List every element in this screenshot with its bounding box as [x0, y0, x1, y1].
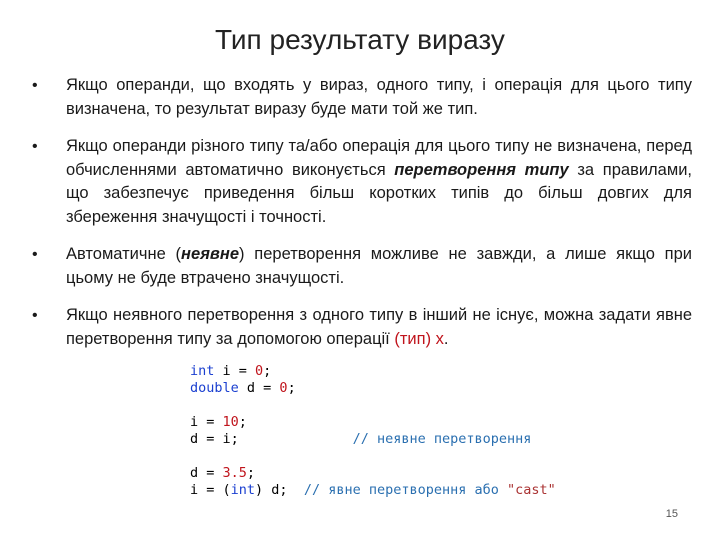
- code-text: ;: [246, 465, 256, 481]
- code-text: ) d;: [255, 482, 288, 498]
- code-keyword: double: [190, 380, 239, 396]
- code-keyword: int: [230, 482, 256, 498]
- bullet-list: [32, 74, 692, 365]
- bullet-emphasis: перетворення типу: [394, 160, 569, 179]
- bullet-item: [32, 74, 692, 121]
- code-text: ;: [263, 363, 272, 379]
- bullet-text: Якщо операнди, що входять у вираз, одного типу, і операція для цього типу визначена, то результат виразу буде мати той же тип.: [66, 76, 692, 118]
- bullet-item: [32, 135, 692, 229]
- code-line: [190, 380, 556, 397]
- bullet-item: [32, 304, 692, 351]
- bullet-text: Якщо неявного перетворення з одного типу в інший не існує, можна задати явне перетворення типу за допомогою операції: [66, 306, 692, 348]
- code-text: i = (: [190, 482, 231, 498]
- code-blank-line: [190, 448, 556, 465]
- code-text: ;: [238, 414, 247, 430]
- code-blank-line: [190, 397, 556, 414]
- bullet-text: ) перетворення можливе не завжди, а лише якщо при цьому не буде втрачено значущості.: [66, 245, 692, 287]
- code-text: i =: [214, 363, 256, 379]
- code-line: [190, 363, 556, 380]
- bullet-dot-icon: •: [32, 307, 38, 324]
- code-line: [190, 431, 556, 448]
- bullet-text: за правилами, що забезпечує приведення більш коротких типів до більш довгих для збереження значущості і точності.: [66, 160, 692, 226]
- code-number: 3.5: [222, 465, 247, 481]
- code-comment: // явне перетворення або: [303, 482, 508, 498]
- code-number: 10: [222, 414, 239, 430]
- code-number: 0: [279, 380, 288, 396]
- code-text: i =: [190, 414, 223, 430]
- code-text: d =: [238, 380, 280, 396]
- cast-operator-highlight: (тип) x: [394, 329, 444, 348]
- code-text: ;: [287, 380, 296, 396]
- code-number: 0: [255, 363, 264, 379]
- bullet-text: .: [443, 329, 449, 348]
- bullet-dot-icon: •: [32, 138, 38, 155]
- code-keyword: int: [190, 363, 215, 379]
- bullet-item: [32, 243, 692, 290]
- slide-title: Тип результату виразу: [215, 24, 505, 55]
- code-string: "cast": [507, 482, 556, 498]
- bullet-text: Якщо операнди різного типу та/або операція для цього типу не визначена, перед обчисленнями автоматично виконується: [66, 137, 692, 179]
- page-number: 15: [665, 508, 678, 520]
- bullet-emphasis: неявне: [181, 245, 240, 263]
- code-text: d =: [190, 465, 223, 481]
- code-line: [190, 482, 556, 499]
- code-comment: // неявне перетворення: [352, 431, 532, 447]
- bullet-dot-icon: •: [32, 246, 38, 263]
- bullet-dot-icon: •: [32, 77, 38, 94]
- code-line: [190, 414, 556, 431]
- code-line: [190, 465, 556, 482]
- bullet-text: Автоматичне (: [66, 245, 182, 263]
- code-snippet: [190, 363, 556, 499]
- code-text: d = i;: [190, 431, 239, 447]
